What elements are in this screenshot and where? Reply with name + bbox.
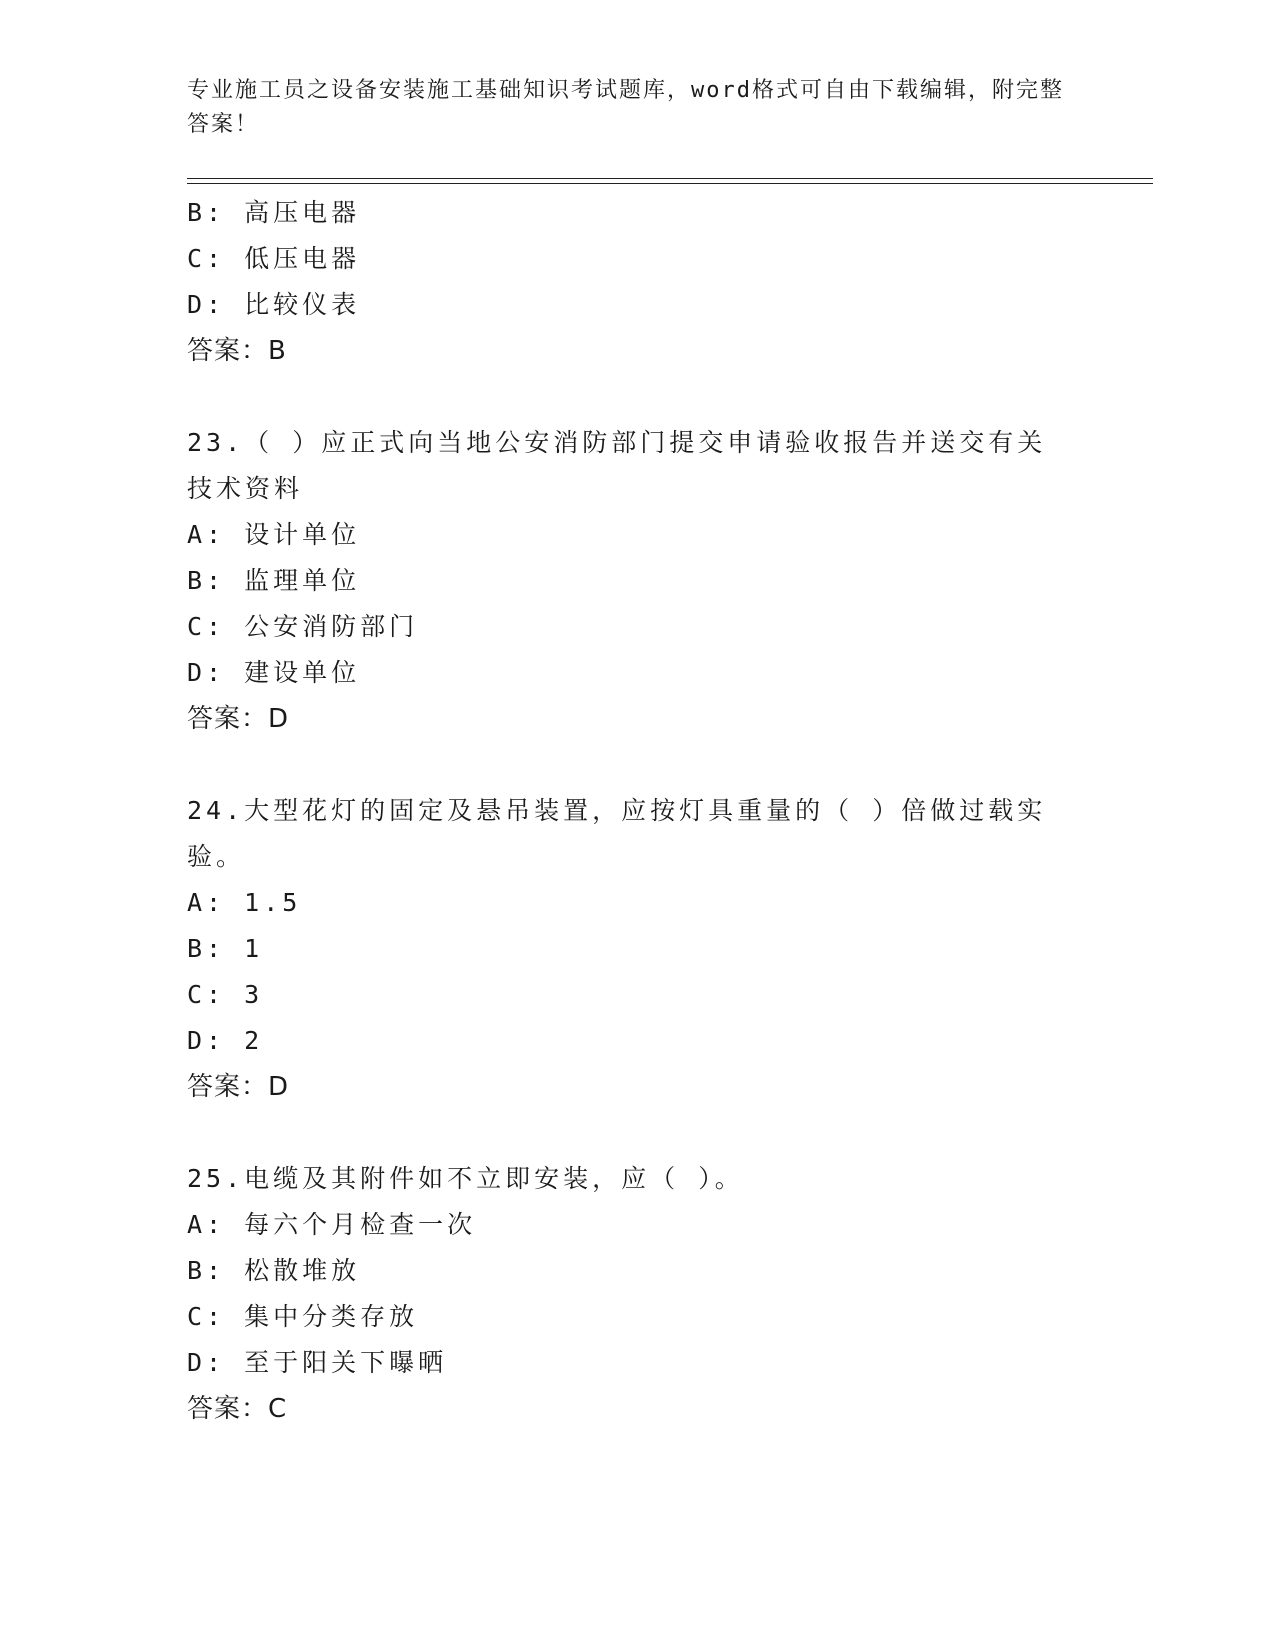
option-a: A: 每六个月检查一次 [187, 1210, 477, 1239]
option-a: A: 1.5 [187, 888, 302, 917]
option-d: D: 建设单位 [187, 658, 361, 687]
option-d: D: 2 [187, 1026, 264, 1055]
option-a: A: 设计单位 [187, 520, 361, 549]
answer-line: 答案：D [187, 1072, 290, 1102]
question-22-continued [187, 190, 1067, 374]
header-divider-bottom [187, 183, 1153, 184]
answer-line: 答案：D [187, 704, 290, 734]
option-c: C: 3 [187, 980, 264, 1009]
answer-line: 答案：C [187, 1394, 288, 1424]
question-text: 23.（ ）应正式向当地公安消防部门提交申请验收报告并送交有关技术资料 [187, 428, 1047, 503]
document-header: 专业施工员之设备安装施工基础知识考试题库，word格式可自由下载编辑，附完整答案！ [187, 78, 1064, 137]
question-text: 25.电缆及其附件如不立即安装，应（ ）。 [187, 1164, 744, 1193]
option-b: B: 高压电器 [187, 198, 361, 227]
option-b: B: 监理单位 [187, 566, 361, 595]
option-c: C: 集中分类存放 [187, 1302, 419, 1331]
question-24 [187, 788, 1067, 1110]
header-divider-top [187, 178, 1153, 179]
question-text: 24.大型花灯的固定及悬吊装置，应按灯具重量的（ ）倍做过载实验。 [187, 796, 1047, 871]
option-b: B: 1 [187, 934, 264, 963]
option-c: C: 公安消防部门 [187, 612, 419, 641]
option-d: D: 比较仪表 [187, 290, 361, 319]
answer-line: 答案：B [187, 336, 287, 366]
option-d: D: 至于阳关下曝晒 [187, 1348, 448, 1377]
option-b: B: 松散堆放 [187, 1256, 361, 1285]
question-23 [187, 420, 1067, 742]
question-25 [187, 1156, 1067, 1432]
option-c: C: 低压电器 [187, 244, 361, 273]
question-list [187, 190, 1067, 1432]
